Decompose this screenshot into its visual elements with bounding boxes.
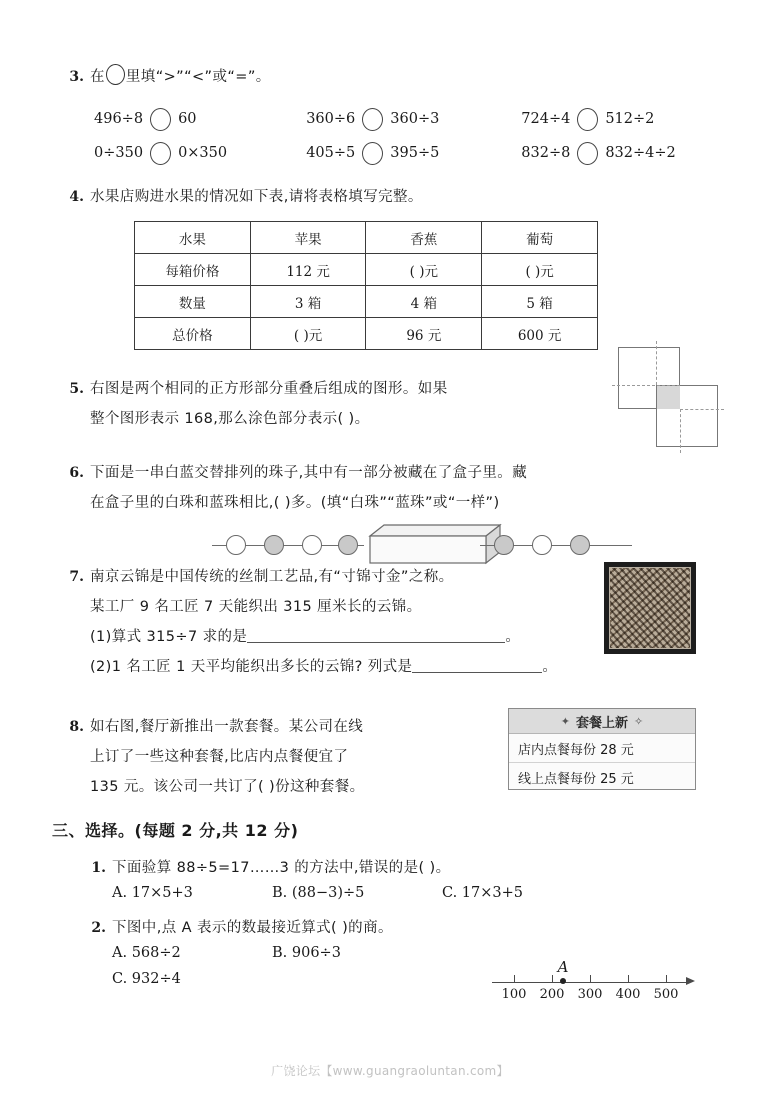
question-8-text-line1: 如右图,餐厅新推出一款套餐。某公司在线: [90, 719, 364, 735]
number-line-label: 100: [501, 987, 527, 1002]
compare-item: [521, 142, 722, 165]
number-line-axis: [492, 982, 688, 983]
q3-prompt-before: 在: [90, 69, 105, 85]
expression-right: 60: [178, 111, 197, 127]
point-a-marker: [560, 978, 566, 984]
brocade-pattern: [609, 567, 691, 649]
table-cell-blank[interactable]: ( )元: [250, 318, 366, 350]
footer-watermark: 广饶论坛【www.guangraoluntan.com】: [271, 1064, 509, 1078]
answer-circle[interactable]: [150, 108, 171, 131]
bead-white: [226, 535, 246, 555]
compare-item: [306, 108, 521, 131]
question-7-sub2-suffix: 。: [542, 659, 558, 675]
bead-blue: [264, 535, 284, 555]
question-5-text-line2: 整个图形表示 168,那么涂色部分表示( )。: [90, 411, 370, 427]
question-8-text-line3: 135 元。该公司一共订了( )份这种套餐。: [90, 779, 365, 795]
table-cell: 数量: [135, 286, 251, 318]
number-line-figure: [492, 958, 710, 1010]
expression-left: 832÷8: [521, 145, 571, 161]
table-cell: 水果: [135, 222, 251, 254]
dashed-guide-horizontal: [680, 409, 724, 410]
bead-blue: [570, 535, 590, 555]
option-a[interactable]: A. 568÷2: [112, 945, 181, 961]
question-3-prompt: [62, 62, 722, 92]
option-b[interactable]: B. (88−3)÷5: [272, 885, 365, 901]
question-5-number: 5.: [69, 381, 84, 397]
question-6: [62, 458, 727, 568]
meal-card-row-online: 线上点餐每份 25 元: [518, 771, 634, 787]
bead-white: [532, 535, 552, 555]
table-cell: 苹果: [250, 222, 366, 254]
bead-blue: [338, 535, 358, 555]
question-4-prompt: [62, 182, 722, 212]
choice-question-1-number: 1.: [91, 860, 106, 876]
choice-question-1-options: [112, 885, 732, 901]
answer-circle[interactable]: [150, 142, 171, 165]
compare-item: [521, 108, 722, 131]
table-cell: 总价格: [135, 318, 251, 350]
compare-item: [306, 142, 521, 165]
question-3-row: [94, 102, 722, 136]
choice-question-1-text: 下面验算 88÷5=17……3 的方法中,错误的是( )。: [112, 860, 451, 876]
option-a[interactable]: A. 17×5+3: [112, 885, 193, 901]
expression-right: 0×350: [178, 145, 228, 161]
table-cell-blank[interactable]: ( )元: [482, 254, 598, 286]
bead-white: [302, 535, 322, 555]
answer-blank[interactable]: [247, 628, 505, 643]
overlapping-squares-figure: [618, 347, 724, 447]
expression-right: 832÷4÷2: [605, 145, 676, 161]
question-3: [62, 62, 722, 170]
number-line-tick: [628, 975, 629, 982]
answer-circle[interactable]: [362, 108, 383, 131]
table-cell: 葡萄: [482, 222, 598, 254]
table-row: [135, 222, 598, 254]
circle-icon: [106, 64, 125, 85]
number-line-label: 400: [615, 987, 641, 1002]
number-line-tick: [514, 975, 515, 982]
question-7-text-line2: 某工厂 9 名工匠 7 天能织出 315 厘米长的云锦。: [90, 599, 422, 615]
meal-card-title: 套餐上新: [575, 715, 628, 731]
q3-prompt-after: 里填“>”“<”或“=”。: [125, 69, 271, 85]
question-4-text: 水果店购进水果的情况如下表,请将表格填写完整。: [90, 189, 423, 205]
table-cell: 每箱价格: [135, 254, 251, 286]
yunjin-brocade-image: [604, 562, 696, 654]
table-cell-blank[interactable]: ( )元: [366, 254, 482, 286]
table-cell: 4 箱: [366, 286, 482, 318]
question-7-number: 7.: [69, 569, 84, 585]
table-row: [135, 254, 598, 286]
question-8-number: 8.: [69, 719, 84, 735]
number-line-tick: [590, 975, 591, 982]
question-7-sub1-prefix: (1)算式 315÷7 求的是: [90, 629, 248, 645]
number-line-label: 500: [653, 987, 679, 1002]
question-8: [62, 712, 502, 802]
question-6-line-1: [62, 458, 727, 488]
dashed-guide-vertical: [656, 341, 657, 385]
bead-blue: [494, 535, 514, 555]
answer-circle[interactable]: [577, 142, 598, 165]
choice-question-2-number: 2.: [91, 920, 106, 936]
expression-left: 724÷4: [521, 111, 571, 127]
question-4: [62, 182, 722, 350]
expression-right: 512÷2: [605, 111, 655, 127]
expression-left: 360÷6: [306, 111, 356, 127]
question-5-line-1: [62, 374, 607, 404]
square-bottom-right: [656, 385, 718, 447]
expression-right: 360÷3: [390, 111, 440, 127]
meal-card-header: [509, 709, 695, 734]
fruit-price-table: [134, 221, 598, 350]
number-line-label: 300: [577, 987, 603, 1002]
question-7-sub2-prefix: (2)1 名工匠 1 天平均能织出多长的云锦? 列式是: [90, 659, 413, 675]
expression-right: 395÷5: [390, 145, 440, 161]
question-7-sub-2: [90, 652, 727, 682]
table-cell: 3 箱: [250, 286, 366, 318]
dashed-guide-horizontal: [612, 385, 680, 386]
meal-price-card: [508, 708, 696, 790]
choice-question-1-prompt: [84, 853, 732, 883]
question-8-text-line2: 上订了一些这种套餐,比店内点餐便宜了: [90, 749, 349, 765]
compare-item: [94, 108, 306, 131]
question-6-text-line2: 在盒子里的白珠和蓝珠相比,( )多。(填“白珠”“蓝珠”或“一样”): [90, 495, 500, 511]
answer-circle[interactable]: [362, 142, 383, 165]
question-3-text: [90, 62, 271, 92]
question-5: [62, 374, 607, 434]
answer-circle[interactable]: [577, 108, 598, 131]
expression-left: 0÷350: [94, 145, 144, 161]
table-cell: 96 元: [366, 318, 482, 350]
question-6-number: 6.: [69, 465, 84, 481]
answer-blank[interactable]: [412, 658, 542, 673]
question-7-sub1-suffix: 。: [505, 629, 521, 645]
table-cell: 600 元: [482, 318, 598, 350]
question-3-number: 3.: [69, 69, 84, 85]
question-8-line-1: [62, 712, 502, 742]
expression-left: 405÷5: [306, 145, 356, 161]
number-line-label: 200: [539, 987, 565, 1002]
number-line-tick: [552, 975, 553, 982]
number-line-tick: [666, 975, 667, 982]
table-cell: 112 元: [250, 254, 366, 286]
choice-question-2-prompt: [84, 913, 732, 943]
option-b[interactable]: B. 906÷3: [272, 945, 341, 961]
number-line-arrow-icon: [686, 977, 695, 985]
section-three-title: 三、选择。(每题 2 分,共 12 分): [52, 821, 299, 840]
table-row: [135, 318, 598, 350]
sparkle-right-icon: ✧: [634, 714, 644, 728]
choice-question-2-text: 下图中,点 A 表示的数最接近算式( )的商。: [112, 920, 393, 936]
question-5-text-line1: 右图是两个相同的正方形部分重叠后组成的图形。如果: [90, 381, 448, 397]
table-cell: 香蕉: [366, 222, 482, 254]
question-6-text-line1: 下面是一串白蓝交替排列的珠子,其中有一部分被藏在了盒子里。藏: [90, 465, 528, 481]
point-a-label: A: [557, 958, 569, 976]
option-c[interactable]: C. 17×3+5: [442, 885, 523, 901]
sparkle-left-icon: ✦: [560, 714, 570, 728]
question-3-expressions: [62, 102, 722, 170]
dashed-guide-vertical: [680, 409, 681, 453]
table-row: [135, 286, 598, 318]
option-c[interactable]: C. 932÷4: [112, 971, 181, 987]
choice-question-1: [84, 853, 732, 901]
meal-card-row-instore: 店内点餐每份 28 元: [509, 734, 695, 763]
question-7-text-line1: 南京云锦是中国传统的丝制工艺品,有“寸锦寸金”之称。: [90, 569, 454, 585]
question-3-row: [94, 136, 722, 170]
compare-item: [94, 142, 306, 165]
table-cell: 5 箱: [482, 286, 598, 318]
expression-left: 496÷8: [94, 111, 144, 127]
question-4-number: 4.: [69, 189, 84, 205]
